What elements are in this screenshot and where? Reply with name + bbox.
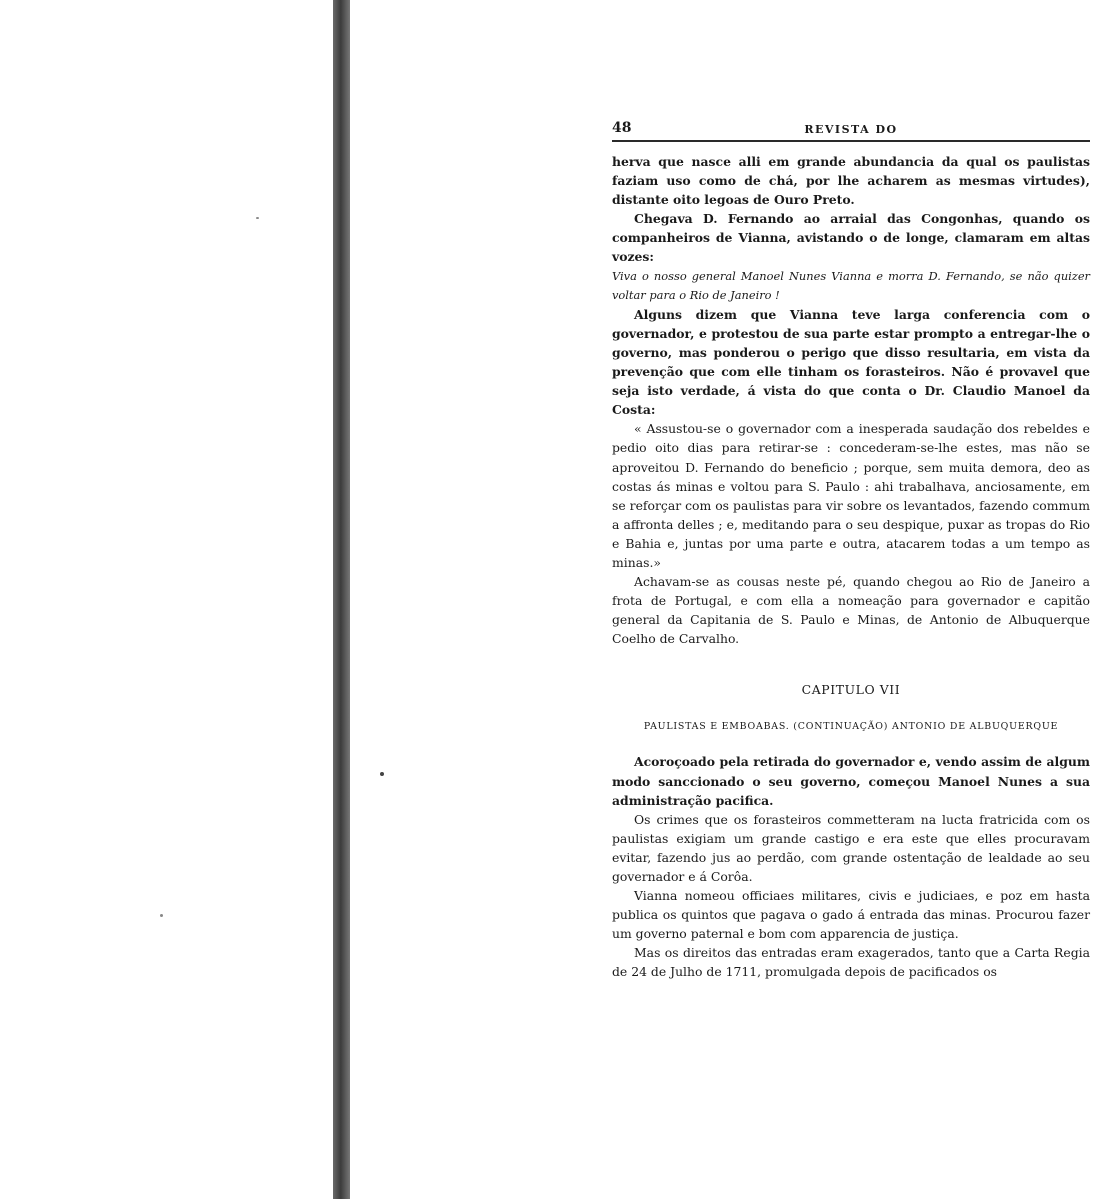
body-text bbox=[612, 152, 1090, 648]
scan-speck bbox=[380, 772, 384, 776]
page-header bbox=[612, 118, 1090, 142]
paragraph: herva que nasce alli em grande abundancia da qual os paulistas faziam uso como de chá, por lhe acharem as mesmas virtudes), distante oito legoas de Ouro Preto. bbox=[612, 154, 1090, 208]
paragraph: Vianna nomeou officiaes militares, civis e judiciaes, e poz em hasta publica os quintos que pagava o gado á entrada das minas. Procurou fazer um governo paternal e bom com apparencia de justiça. bbox=[612, 888, 1090, 942]
page-number: 48 bbox=[612, 120, 632, 136]
paragraph: Acoroçoado pela retirada do governador e, vendo assim de algum modo sanccionado o seu governo, começou Manoel Nunes a sua administração pacifica. bbox=[612, 754, 1090, 808]
chapter-subtitle: PAULISTAS E EMBOABAS. (CONTINUAÇÃO) ANTONIO DE ALBUQUERQUE bbox=[643, 721, 1059, 733]
paragraph: Alguns dizem que Vianna teve larga conferencia com o governador, e protestou de sua parte estar prompto a entregar-lhe o governo, mas ponderou o perigo que disso resultaria, em vista da prevenção que com elle tinham os forasteiros. Não é provavel que seja isto verdade, á vista do que conta o Dr. Claudio Manoel da Costa: bbox=[612, 306, 1090, 418]
paragraph: Mas os direitos das entradas eram exagerados, tanto que a Carta Regia de 24 de Julho de 1711, promulgada depois de pacificados os bbox=[612, 945, 1090, 980]
paragraph: Os crimes que os forasteiros commetteram na lucta fratricida com os paulistas exigiam um grande castigo e era este que elles procuravam evitar, fazendo jus ao perdão, com grande ostentação de lealdade ao seu governador e á Corôa. bbox=[612, 811, 1090, 884]
chapter-title: CAPITULO VII bbox=[801, 682, 901, 698]
paragraph: Achavam-se as cousas neste pé, quando chegou ao Rio de Janeiro a frota de Portugal, e com ella a nomeação para governador e capitão general da Capitania de S. Paulo e Minas, de Antonio de Albuquerque Coelho de Carvalho. bbox=[612, 574, 1090, 647]
quoted-exclamation: Viva o nosso general Manoel Nunes Vianna e morra D. Fernando, se não quizer voltar para o Rio de Janeiro ! bbox=[612, 268, 1090, 302]
paragraph: Chegava D. Fernando ao arraial das Congonhas, quando os companheiros de Vianna, avistando o de longe, clamaram em altas vozes: bbox=[612, 211, 1090, 265]
running-title: REVISTA DO bbox=[804, 123, 898, 136]
scan-speck bbox=[160, 914, 163, 917]
chapter-body-text bbox=[612, 752, 1090, 981]
book-page bbox=[612, 118, 1090, 982]
scan-speck bbox=[256, 217, 259, 219]
book-gutter bbox=[333, 0, 350, 1199]
block-quote: « Assustou-se o governador com a inesperada saudação dos rebeldes e pedio oito dias para retirar-se : concederam-se-lhe estes, mas não se aproveitou D. Fernando do beneficio ; porque, sem muita demora, deo as costas ás minas e voltou para S. Paulo : ahi trabalhava, anciosamente, em se reforçar com os paulistas para vir sobre os levantados, fazendo commum a affronta delles ; e, meditando para o seu despique, puxar as tropas do Rio e Bahia e, juntas por uma parte e outra, atacarem todas a um tempo as minas.» bbox=[612, 421, 1090, 570]
